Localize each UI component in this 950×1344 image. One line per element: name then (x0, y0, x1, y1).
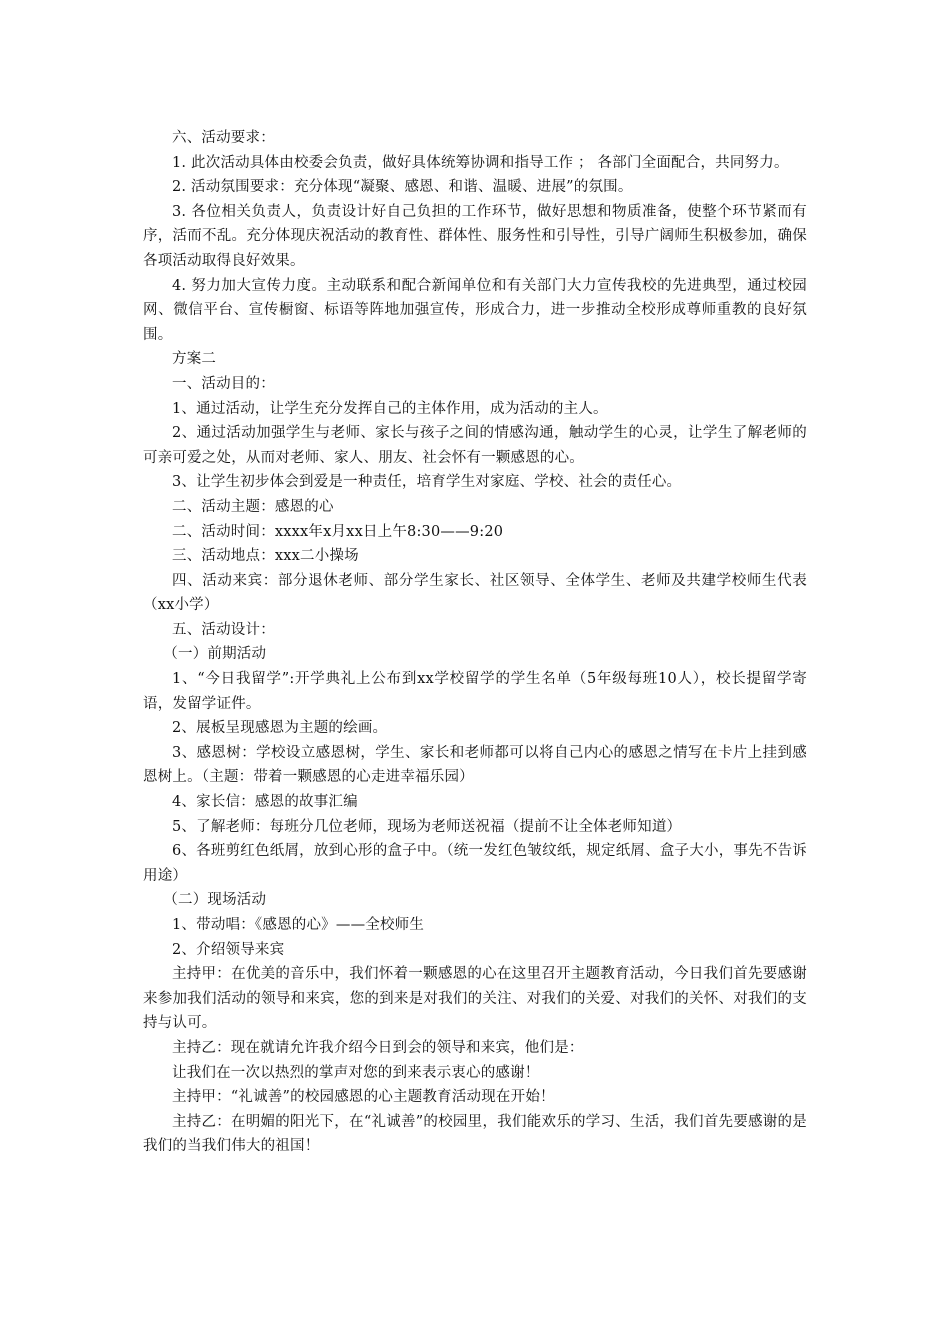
paragraph: 五、活动设计： (172, 621, 275, 638)
paragraph: 4. 努力加大宣传力度。主动联系和配合新闻单位和有关部门大力宣传我校的先进典型，通过校园网、微信平台、宣传橱窗、标语等阵地加强宣传，形成合力，进一步推动全校形成尊师重教的良好氛围。 (143, 277, 807, 343)
paragraph: 主持甲：在优美的音乐中，我们怀着一颗感恩的心在这里召开主题教育活动，今日我们首先要感谢来参加我们活动的领导和来宾，您的到来是对我们的关注、对我们的关爱、对我们的关怀、对我们的支持与认可。 (143, 966, 807, 1032)
document-body (143, 126, 807, 1159)
paragraph: 主持乙：在明媚的阳光下，在“礼诚善”的校园里，我们能欢乐的学习、生活，我们首先要感谢的是我们的当我们伟大的祖国！ (143, 1113, 807, 1155)
paragraph: 1. 此次活动具体由校委会负责，做好具体统筹协调和指导工作 ； 各部门全面配合，共同努力。 (172, 154, 789, 171)
paragraph: 主持甲：“礼诚善”的校园感恩的心主题教育活动现在开始！ (172, 1089, 555, 1106)
paragraph: 6、各班剪红色纸屑，放到心形的盒子中。（统一发红色皱纹纸，规定纸屑、盒子大小，事先不告诉用途） (143, 843, 807, 884)
paragraph: 3. 各位相关负责人，负责设计好自己负担的工作环节，做好思想和物质准备，使整个环节紧而有序，活而不乱。充分体现庆祝活动的教育性、群体性、服务性和引导性，引导广阔师生积极参加，确保各项活动取得良好效果。 (143, 203, 807, 269)
paragraph: 方案二 (172, 351, 217, 368)
paragraph: 让我们在一次以热烈的掌声对您的到来表示衷心的感谢！ (172, 1064, 540, 1081)
paragraph: 六、活动要求： (172, 130, 275, 146)
paragraph: 二、活动时间：xxxx年x月xx日上午8:30——9:20 (172, 523, 504, 540)
paragraph: 5、了解老师：每班分几位老师，现场为老师送祝福（提前不让全体老师知道） (172, 818, 682, 835)
paragraph: 1、带动唱：《感恩的心》——全校师生 (172, 917, 425, 933)
paragraph: 主持乙：现在就请允许我介绍今日到会的领导和来宾，他们是： (172, 1039, 584, 1056)
paragraph: 2. 活动氛围要求：充分体现“凝聚、感恩、和谐、温暖、进展”的氛围。 (172, 179, 633, 196)
paragraph: （一）前期活动 (163, 646, 267, 663)
paragraph: 三、活动地点：xxx二小操场 (172, 548, 359, 565)
paragraph: 3、让学生初步体会到爱是一种责任，培育学生对家庭、学校、社会的责任心。 (172, 474, 682, 491)
paragraph: （二）现场活动 (163, 892, 267, 909)
paragraph: 2、展板呈现感恩为主题的绘画。 (172, 720, 388, 737)
paragraph: 一、活动目的： (172, 375, 275, 392)
paragraph: 二、活动主题：感恩的心 (172, 498, 334, 515)
paragraph: 1、“今日我留学”:开学典礼上公布到xx学校留学的学生名单（5年级每班10人），校长提留学寄语，发留学证件。 (143, 671, 807, 712)
paragraph: 四、活动来宾：部分退休老师、部分学生家长、社区领导、全体学生、老师及共建学校师生代表（xx小学） (143, 572, 807, 614)
paragraph: 3、感恩树：学校设立感恩树，学生、家长和老师都可以将自己内心的感恩之情写在卡片上挂到感恩树上。（主题：带着一颗感恩的心走进幸福乐园） (143, 744, 807, 786)
paragraph: 2、介绍领导来宾 (172, 941, 285, 958)
paragraph: 1、通过活动，让学生充分发挥自己的主体作用，成为活动的主人。 (172, 400, 608, 417)
paragraph: 2、通过活动加强学生与老师、家长与孩子之间的情感沟通，触动学生的心灵，让学生了解老师的可亲可爱之处，从而对老师、家人、朋友、社会怀有一颗感恩的心。 (143, 425, 807, 466)
paragraph: 4、家长信：感恩的故事汇编 (172, 794, 358, 811)
